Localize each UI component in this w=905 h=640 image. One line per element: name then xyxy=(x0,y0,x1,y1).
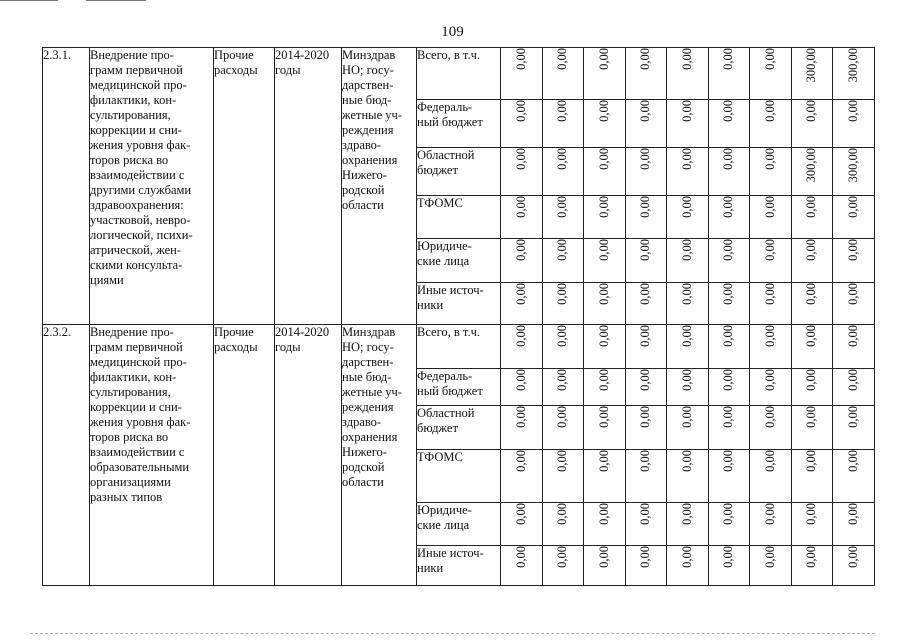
funding-value-cell xyxy=(833,325,875,369)
scan-artifact-line xyxy=(30,633,875,634)
funding-value-cell xyxy=(833,369,875,406)
funding-value: 0,00 xyxy=(804,283,819,305)
funding-value: 0,00 xyxy=(846,450,860,472)
funding-value-cell xyxy=(542,369,584,406)
funding-value-cell xyxy=(501,100,543,148)
funding-value-cell xyxy=(791,450,833,503)
funding-value: 300,00 xyxy=(846,148,860,183)
funding-value-cell xyxy=(542,546,584,586)
funding-value-cell xyxy=(625,48,667,100)
funding-source-label: Федераль- ный бюджет xyxy=(417,369,501,406)
funding-source-label: Областной бюджет xyxy=(417,406,501,450)
funding-value: 0,00 xyxy=(513,369,528,391)
page-number: 109 xyxy=(441,24,464,40)
expense-type-cell: Прочие расходы xyxy=(214,48,275,325)
funding-value: 0,00 xyxy=(513,450,528,472)
funding-value-cell xyxy=(501,450,543,503)
funding-value: 0,00 xyxy=(762,148,777,170)
funding-value: 0,00 xyxy=(846,196,860,218)
period-cell: 2014-2020 годы xyxy=(275,325,342,586)
funding-value-cell xyxy=(791,100,833,148)
funding-value: 0,00 xyxy=(762,100,777,122)
funding-value-cell xyxy=(625,450,667,503)
funding-value: 0,00 xyxy=(638,450,653,472)
funding-value: 0,00 xyxy=(846,406,860,428)
funding-value-cell xyxy=(625,239,667,283)
funding-value-cell xyxy=(667,100,709,148)
funding-value-cell xyxy=(542,239,584,283)
funding-value-cell xyxy=(584,503,626,546)
funding-value: 0,00 xyxy=(762,196,777,218)
funding-value-cell xyxy=(833,196,875,239)
funding-source-label: Областной бюджет xyxy=(417,148,501,196)
funding-value-cell xyxy=(833,450,875,503)
funding-value-cell xyxy=(667,503,709,546)
funding-value-cell xyxy=(501,325,543,369)
funding-value: 0,00 xyxy=(638,48,653,70)
activity-name-cell: Внедрение про- грамм первичной медицинской про- филактики, кон- сультирования, коррекции и сни- жения уровня фак- торов риска во взаимодействии с другими службами здравоохранения: участковой, невро- логической, психи- атрической, жен- скими консульта- циями xyxy=(90,48,214,325)
funding-value: 0,00 xyxy=(638,283,653,305)
funding-value-cell xyxy=(625,148,667,196)
funding-value-cell xyxy=(667,369,709,406)
funding-value-cell xyxy=(708,100,750,148)
funding-source-label: Юридиче- ские лица xyxy=(417,239,501,283)
funding-value: 0,00 xyxy=(555,325,570,347)
funding-value: 0,00 xyxy=(762,503,777,525)
funding-value-cell xyxy=(625,369,667,406)
funding-value: 0,00 xyxy=(513,406,528,428)
funding-value-cell xyxy=(625,325,667,369)
funding-value: 0,00 xyxy=(679,546,694,568)
funding-value: 0,00 xyxy=(596,148,611,170)
funding-value-cell xyxy=(791,406,833,450)
funding-value: 0,00 xyxy=(596,196,611,218)
funding-value: 0,00 xyxy=(596,48,611,70)
funding-value: 0,00 xyxy=(804,503,819,525)
funding-value: 0,00 xyxy=(638,100,653,122)
funding-value-cell xyxy=(542,450,584,503)
funding-value: 0,00 xyxy=(555,100,570,122)
funding-value-cell xyxy=(833,48,875,100)
expense-type-cell: Прочие расходы xyxy=(214,325,275,586)
funding-value-cell xyxy=(542,100,584,148)
funding-value: 0,00 xyxy=(555,450,570,472)
funding-value-cell xyxy=(750,369,792,406)
funding-value: 0,00 xyxy=(555,546,570,568)
funding-value: 0,00 xyxy=(596,450,611,472)
funding-value: 0,00 xyxy=(555,148,570,170)
funding-value: 0,00 xyxy=(762,369,777,391)
funding-value-cell xyxy=(750,546,792,586)
funding-value: 0,00 xyxy=(721,325,736,347)
funding-value: 0,00 xyxy=(679,325,694,347)
funding-value: 0,00 xyxy=(679,369,694,391)
budget-table xyxy=(42,47,875,586)
funding-value-cell xyxy=(791,283,833,325)
funding-source-label: Иные источ- ники xyxy=(417,283,501,325)
funding-value: 0,00 xyxy=(679,450,694,472)
funding-source-label: Иные источ- ники xyxy=(417,546,501,586)
funding-value-cell xyxy=(833,100,875,148)
funding-value-cell xyxy=(708,148,750,196)
funding-value-cell xyxy=(584,546,626,586)
funding-value-cell xyxy=(584,48,626,100)
funding-value: 0,00 xyxy=(721,239,736,261)
funding-value-cell xyxy=(584,196,626,239)
funding-value: 0,00 xyxy=(762,48,777,70)
funding-value: 0,00 xyxy=(804,100,819,122)
funding-value: 0,00 xyxy=(804,239,819,261)
funding-value-cell xyxy=(750,48,792,100)
funding-value: 0,00 xyxy=(596,283,611,305)
funding-value-cell xyxy=(584,369,626,406)
funding-value: 0,00 xyxy=(721,503,736,525)
funding-value: 0,00 xyxy=(596,503,611,525)
funding-value: 0,00 xyxy=(555,503,570,525)
funding-value: 0,00 xyxy=(762,239,777,261)
funding-value-cell xyxy=(667,406,709,450)
funding-value-cell xyxy=(584,100,626,148)
funding-value: 0,00 xyxy=(679,503,694,525)
funding-value-cell xyxy=(750,239,792,283)
funding-value: 0,00 xyxy=(596,239,611,261)
funding-value-cell xyxy=(667,325,709,369)
funding-value: 0,00 xyxy=(762,325,777,347)
funding-value: 0,00 xyxy=(804,406,819,428)
funding-value-cell xyxy=(542,503,584,546)
funding-value-cell xyxy=(542,196,584,239)
funding-value-cell xyxy=(542,283,584,325)
funding-value-cell xyxy=(584,450,626,503)
funding-value: 0,00 xyxy=(846,325,860,347)
funding-value: 0,00 xyxy=(762,283,777,305)
funding-value-cell xyxy=(708,406,750,450)
funding-value-cell xyxy=(708,48,750,100)
funding-value-cell xyxy=(708,196,750,239)
funding-value-cell xyxy=(501,369,543,406)
funding-value: 0,00 xyxy=(596,325,611,347)
funding-value: 0,00 xyxy=(513,283,528,305)
funding-value: 0,00 xyxy=(679,148,694,170)
funding-value-cell xyxy=(625,196,667,239)
funding-value: 0,00 xyxy=(638,325,653,347)
funding-value-cell xyxy=(625,100,667,148)
funding-value-cell xyxy=(750,406,792,450)
funding-value-cell xyxy=(501,148,543,196)
funding-value: 0,00 xyxy=(846,369,860,391)
funding-value-cell xyxy=(501,239,543,283)
funding-value-cell xyxy=(584,406,626,450)
funding-value-cell xyxy=(750,148,792,196)
funding-value: 0,00 xyxy=(555,369,570,391)
funding-value: 0,00 xyxy=(762,450,777,472)
funding-value: 0,00 xyxy=(846,546,860,568)
funding-value: 0,00 xyxy=(679,406,694,428)
funding-value: 0,00 xyxy=(513,100,528,122)
funding-value-cell xyxy=(791,503,833,546)
funding-value-cell xyxy=(667,148,709,196)
funding-source-label: ТФОМС xyxy=(417,196,501,239)
funding-value: 0,00 xyxy=(513,196,528,218)
funding-value: 0,00 xyxy=(555,406,570,428)
activity-number-cell: 2.3.1. xyxy=(43,48,90,325)
funding-value-cell xyxy=(791,48,833,100)
funding-value: 0,00 xyxy=(513,325,528,347)
funding-value: 0,00 xyxy=(804,369,819,391)
funding-value-cell xyxy=(584,325,626,369)
funding-value: 0,00 xyxy=(555,283,570,305)
funding-value: 0,00 xyxy=(721,100,736,122)
funding-value: 0,00 xyxy=(721,406,736,428)
funding-value-cell xyxy=(708,325,750,369)
funding-value: 0,00 xyxy=(596,546,611,568)
funding-value-cell xyxy=(750,325,792,369)
funding-value: 0,00 xyxy=(513,503,528,525)
funding-value-cell xyxy=(791,148,833,196)
funding-value-cell xyxy=(750,450,792,503)
funding-value: 0,00 xyxy=(679,100,694,122)
funding-value: 0,00 xyxy=(762,546,777,568)
funding-value-cell xyxy=(833,503,875,546)
funding-value-cell xyxy=(625,283,667,325)
funding-value: 0,00 xyxy=(638,406,653,428)
funding-value-cell xyxy=(625,406,667,450)
funding-value: 0,00 xyxy=(721,148,736,170)
funding-value-cell xyxy=(542,148,584,196)
funding-value-cell xyxy=(584,148,626,196)
funding-value: 0,00 xyxy=(804,325,819,347)
funding-value: 0,00 xyxy=(846,503,860,525)
funding-value-cell xyxy=(625,546,667,586)
funding-value: 0,00 xyxy=(721,283,736,305)
funding-value: 0,00 xyxy=(679,196,694,218)
funding-value-cell xyxy=(708,503,750,546)
funding-value: 0,00 xyxy=(721,369,736,391)
funding-value: 0,00 xyxy=(679,239,694,261)
scan-artifact-line xyxy=(0,0,58,1)
table-row xyxy=(43,325,875,369)
funding-source-label: ТФОМС xyxy=(417,450,501,503)
funding-value: 0,00 xyxy=(596,406,611,428)
funding-value: 0,00 xyxy=(513,48,528,70)
funding-value: 0,00 xyxy=(846,283,860,305)
funding-value: 0,00 xyxy=(513,239,528,261)
funding-value: 0,00 xyxy=(721,546,736,568)
funding-value-cell xyxy=(501,406,543,450)
funding-value: 0,00 xyxy=(846,239,860,261)
funding-value: 0,00 xyxy=(721,450,736,472)
funding-value-cell xyxy=(750,503,792,546)
funding-value-cell xyxy=(708,283,750,325)
funding-value: 0,00 xyxy=(638,546,653,568)
funding-value-cell xyxy=(708,546,750,586)
funding-value-cell xyxy=(667,239,709,283)
funding-value: 0,00 xyxy=(804,546,819,568)
funding-value-cell xyxy=(750,100,792,148)
funding-value: 0,00 xyxy=(721,196,736,218)
funding-value: 0,00 xyxy=(638,369,653,391)
funding-value-cell xyxy=(791,239,833,283)
funding-value-cell xyxy=(667,450,709,503)
funding-source-label: Федераль- ный бюджет xyxy=(417,100,501,148)
funding-value: 0,00 xyxy=(596,100,611,122)
funding-value: 0,00 xyxy=(762,406,777,428)
executor-cell: Минздрав НО; госу- дарствен- ные бюд- жетные уч- реждения здраво- охранения Нижего- родской области xyxy=(342,325,417,586)
funding-value-cell xyxy=(667,546,709,586)
funding-value: 0,00 xyxy=(638,148,653,170)
funding-value-cell xyxy=(833,148,875,196)
funding-source-label: Всего, в т.ч. xyxy=(417,48,501,100)
funding-value: 300,00 xyxy=(846,48,860,83)
funding-value: 0,00 xyxy=(513,148,528,170)
funding-value-cell xyxy=(667,283,709,325)
funding-value-cell xyxy=(501,283,543,325)
funding-value-cell xyxy=(584,283,626,325)
funding-value: 0,00 xyxy=(638,196,653,218)
funding-value-cell xyxy=(708,450,750,503)
funding-value: 300,00 xyxy=(804,48,819,83)
funding-value: 300,00 xyxy=(804,148,819,183)
funding-value-cell xyxy=(791,196,833,239)
funding-value-cell xyxy=(750,283,792,325)
funding-value: 0,00 xyxy=(638,503,653,525)
funding-value: 0,00 xyxy=(804,196,819,218)
period-cell: 2014-2020 годы xyxy=(275,48,342,325)
table-row xyxy=(43,48,875,100)
funding-value-cell xyxy=(501,546,543,586)
funding-value-cell xyxy=(501,196,543,239)
funding-value-cell xyxy=(542,406,584,450)
funding-value-cell xyxy=(501,503,543,546)
funding-value: 0,00 xyxy=(555,239,570,261)
funding-value-cell xyxy=(791,369,833,406)
funding-value-cell xyxy=(542,325,584,369)
funding-value-cell xyxy=(833,406,875,450)
funding-value-cell xyxy=(584,239,626,283)
funding-value-cell xyxy=(791,546,833,586)
funding-value: 0,00 xyxy=(679,48,694,70)
funding-value: 0,00 xyxy=(679,283,694,305)
funding-value: 0,00 xyxy=(513,546,528,568)
funding-source-label: Всего, в т.ч. xyxy=(417,325,501,369)
activity-name-cell: Внедрение про- грамм первичной медицинской про- филактики, кон- сультирования, коррекции и сни- жения уровня фак- торов риска во взаимодействии с образовательными организациями разных типов xyxy=(90,325,214,586)
activity-number-cell: 2.3.2. xyxy=(43,325,90,586)
funding-value-cell xyxy=(750,196,792,239)
funding-value: 0,00 xyxy=(846,100,860,122)
funding-source-label: Юридиче- ские лица xyxy=(417,503,501,546)
funding-value: 0,00 xyxy=(555,48,570,70)
funding-value-cell xyxy=(501,48,543,100)
funding-value-cell xyxy=(708,369,750,406)
funding-value: 0,00 xyxy=(721,48,736,70)
funding-value: 0,00 xyxy=(804,450,819,472)
funding-value: 0,00 xyxy=(596,369,611,391)
funding-value-cell xyxy=(833,283,875,325)
funding-value-cell xyxy=(833,546,875,586)
funding-value-cell xyxy=(542,48,584,100)
funding-value-cell xyxy=(708,239,750,283)
funding-value: 0,00 xyxy=(638,239,653,261)
funding-value: 0,00 xyxy=(555,196,570,218)
executor-cell: Минздрав НО; госу- дарствен- ные бюд- жетные уч- реждения здраво- охранения Нижего- родской области xyxy=(342,48,417,325)
funding-value-cell xyxy=(833,239,875,283)
funding-value-cell xyxy=(667,196,709,239)
scan-artifact-line xyxy=(86,0,146,1)
funding-value-cell xyxy=(625,503,667,546)
funding-value-cell xyxy=(667,48,709,100)
funding-value-cell xyxy=(791,325,833,369)
